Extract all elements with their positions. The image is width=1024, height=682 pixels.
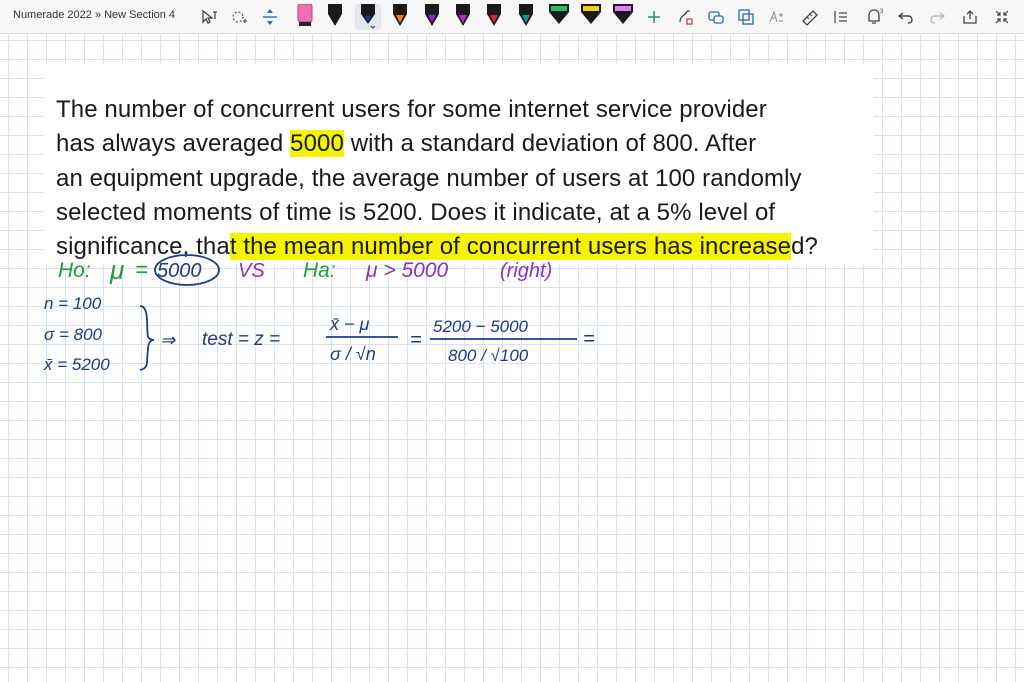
notifications-icon[interactable] xyxy=(862,4,888,30)
add-space-icon[interactable] xyxy=(226,4,252,30)
redo-icon[interactable] xyxy=(924,4,950,30)
note-canvas[interactable] xyxy=(0,34,1024,682)
problem-line-5-end: d? xyxy=(791,233,819,260)
h0-equals: = xyxy=(135,257,148,282)
ink-to-text-icon[interactable] xyxy=(703,4,729,30)
math-icon[interactable] xyxy=(764,4,790,30)
problem-line-2-end: with a standard deviation of 800. After xyxy=(343,130,757,157)
red-pen-icon[interactable] xyxy=(481,4,507,30)
formula-denominator: σ / √n xyxy=(330,344,376,364)
ruler-icon[interactable] xyxy=(797,4,823,30)
screen-clip-icon[interactable] xyxy=(733,4,759,30)
collapse-icon[interactable] xyxy=(989,4,1015,30)
magenta-pen-icon[interactable] xyxy=(450,4,476,30)
purple-pen-icon[interactable] xyxy=(419,4,445,30)
share-icon[interactable] xyxy=(957,4,983,30)
handwriting-layer xyxy=(0,34,1024,682)
formula-numerator: x̄ − μ xyxy=(330,314,370,334)
problem-line-1: The number of concurrent users for some internet service provider xyxy=(56,96,767,123)
lasso-select-icon[interactable] xyxy=(196,4,222,30)
teal-pen-icon[interactable] xyxy=(513,4,539,30)
brace xyxy=(140,306,154,370)
blue-pen-selected-icon[interactable] xyxy=(355,4,381,30)
ink-to-shape-icon[interactable] xyxy=(672,4,698,30)
given-n: n = 100 xyxy=(44,294,102,313)
green-highlighter-icon[interactable] xyxy=(546,4,572,30)
h0-label: Ho: xyxy=(58,259,91,282)
problem-line-2-start: has always averaged xyxy=(56,130,291,157)
pink-highlighter-icon[interactable] xyxy=(610,4,636,30)
pink-pen-icon[interactable] xyxy=(292,4,318,30)
insert-space-icon[interactable] xyxy=(257,4,283,30)
toolbar xyxy=(0,0,1024,34)
replay-icon[interactable] xyxy=(828,4,854,30)
implies-arrow: ⇒ xyxy=(160,330,176,350)
problem-line-5-start: significance, tha xyxy=(56,233,230,260)
equals-2: = xyxy=(410,329,422,351)
tail-label: (right) xyxy=(500,260,553,282)
highlight-5000: 5000 xyxy=(290,130,344,157)
substituted-denominator: 800 / √100 xyxy=(448,346,529,365)
h0-value: 5000 xyxy=(157,260,202,282)
substituted-numerator: 5200 − 5000 xyxy=(433,317,529,336)
black-pen-icon[interactable] xyxy=(322,4,348,30)
undo-icon[interactable] xyxy=(893,4,919,30)
problem-line-4: selected moments of time is 5200. Does it indicate, at a 5% level of xyxy=(56,199,776,226)
svg-text:3: 3 xyxy=(880,9,884,15)
highlight-question: t the mean number of concurrent users has increase xyxy=(229,233,792,260)
lime-highlighter-icon[interactable] xyxy=(578,4,604,30)
vs-label: VS xyxy=(238,260,265,282)
add-pen-icon[interactable] xyxy=(641,4,667,30)
given-xbar: x̄ = 5200 xyxy=(44,355,110,374)
test-label: test = z = xyxy=(202,329,281,350)
orange-pen-icon[interactable] xyxy=(387,4,413,30)
breadcrumb[interactable]: Numerade 2022 » New Section 4 xyxy=(13,9,176,21)
problem-line-3: an equipment upgrade, the average number of users at 100 randomly xyxy=(56,165,802,192)
ha-relation: μ > 5000 xyxy=(366,259,449,282)
given-sigma: σ = 800 xyxy=(44,325,102,344)
h0-mu: μ xyxy=(110,255,125,285)
ha-label: Ha: xyxy=(303,259,336,282)
equals-3: = xyxy=(583,328,595,350)
